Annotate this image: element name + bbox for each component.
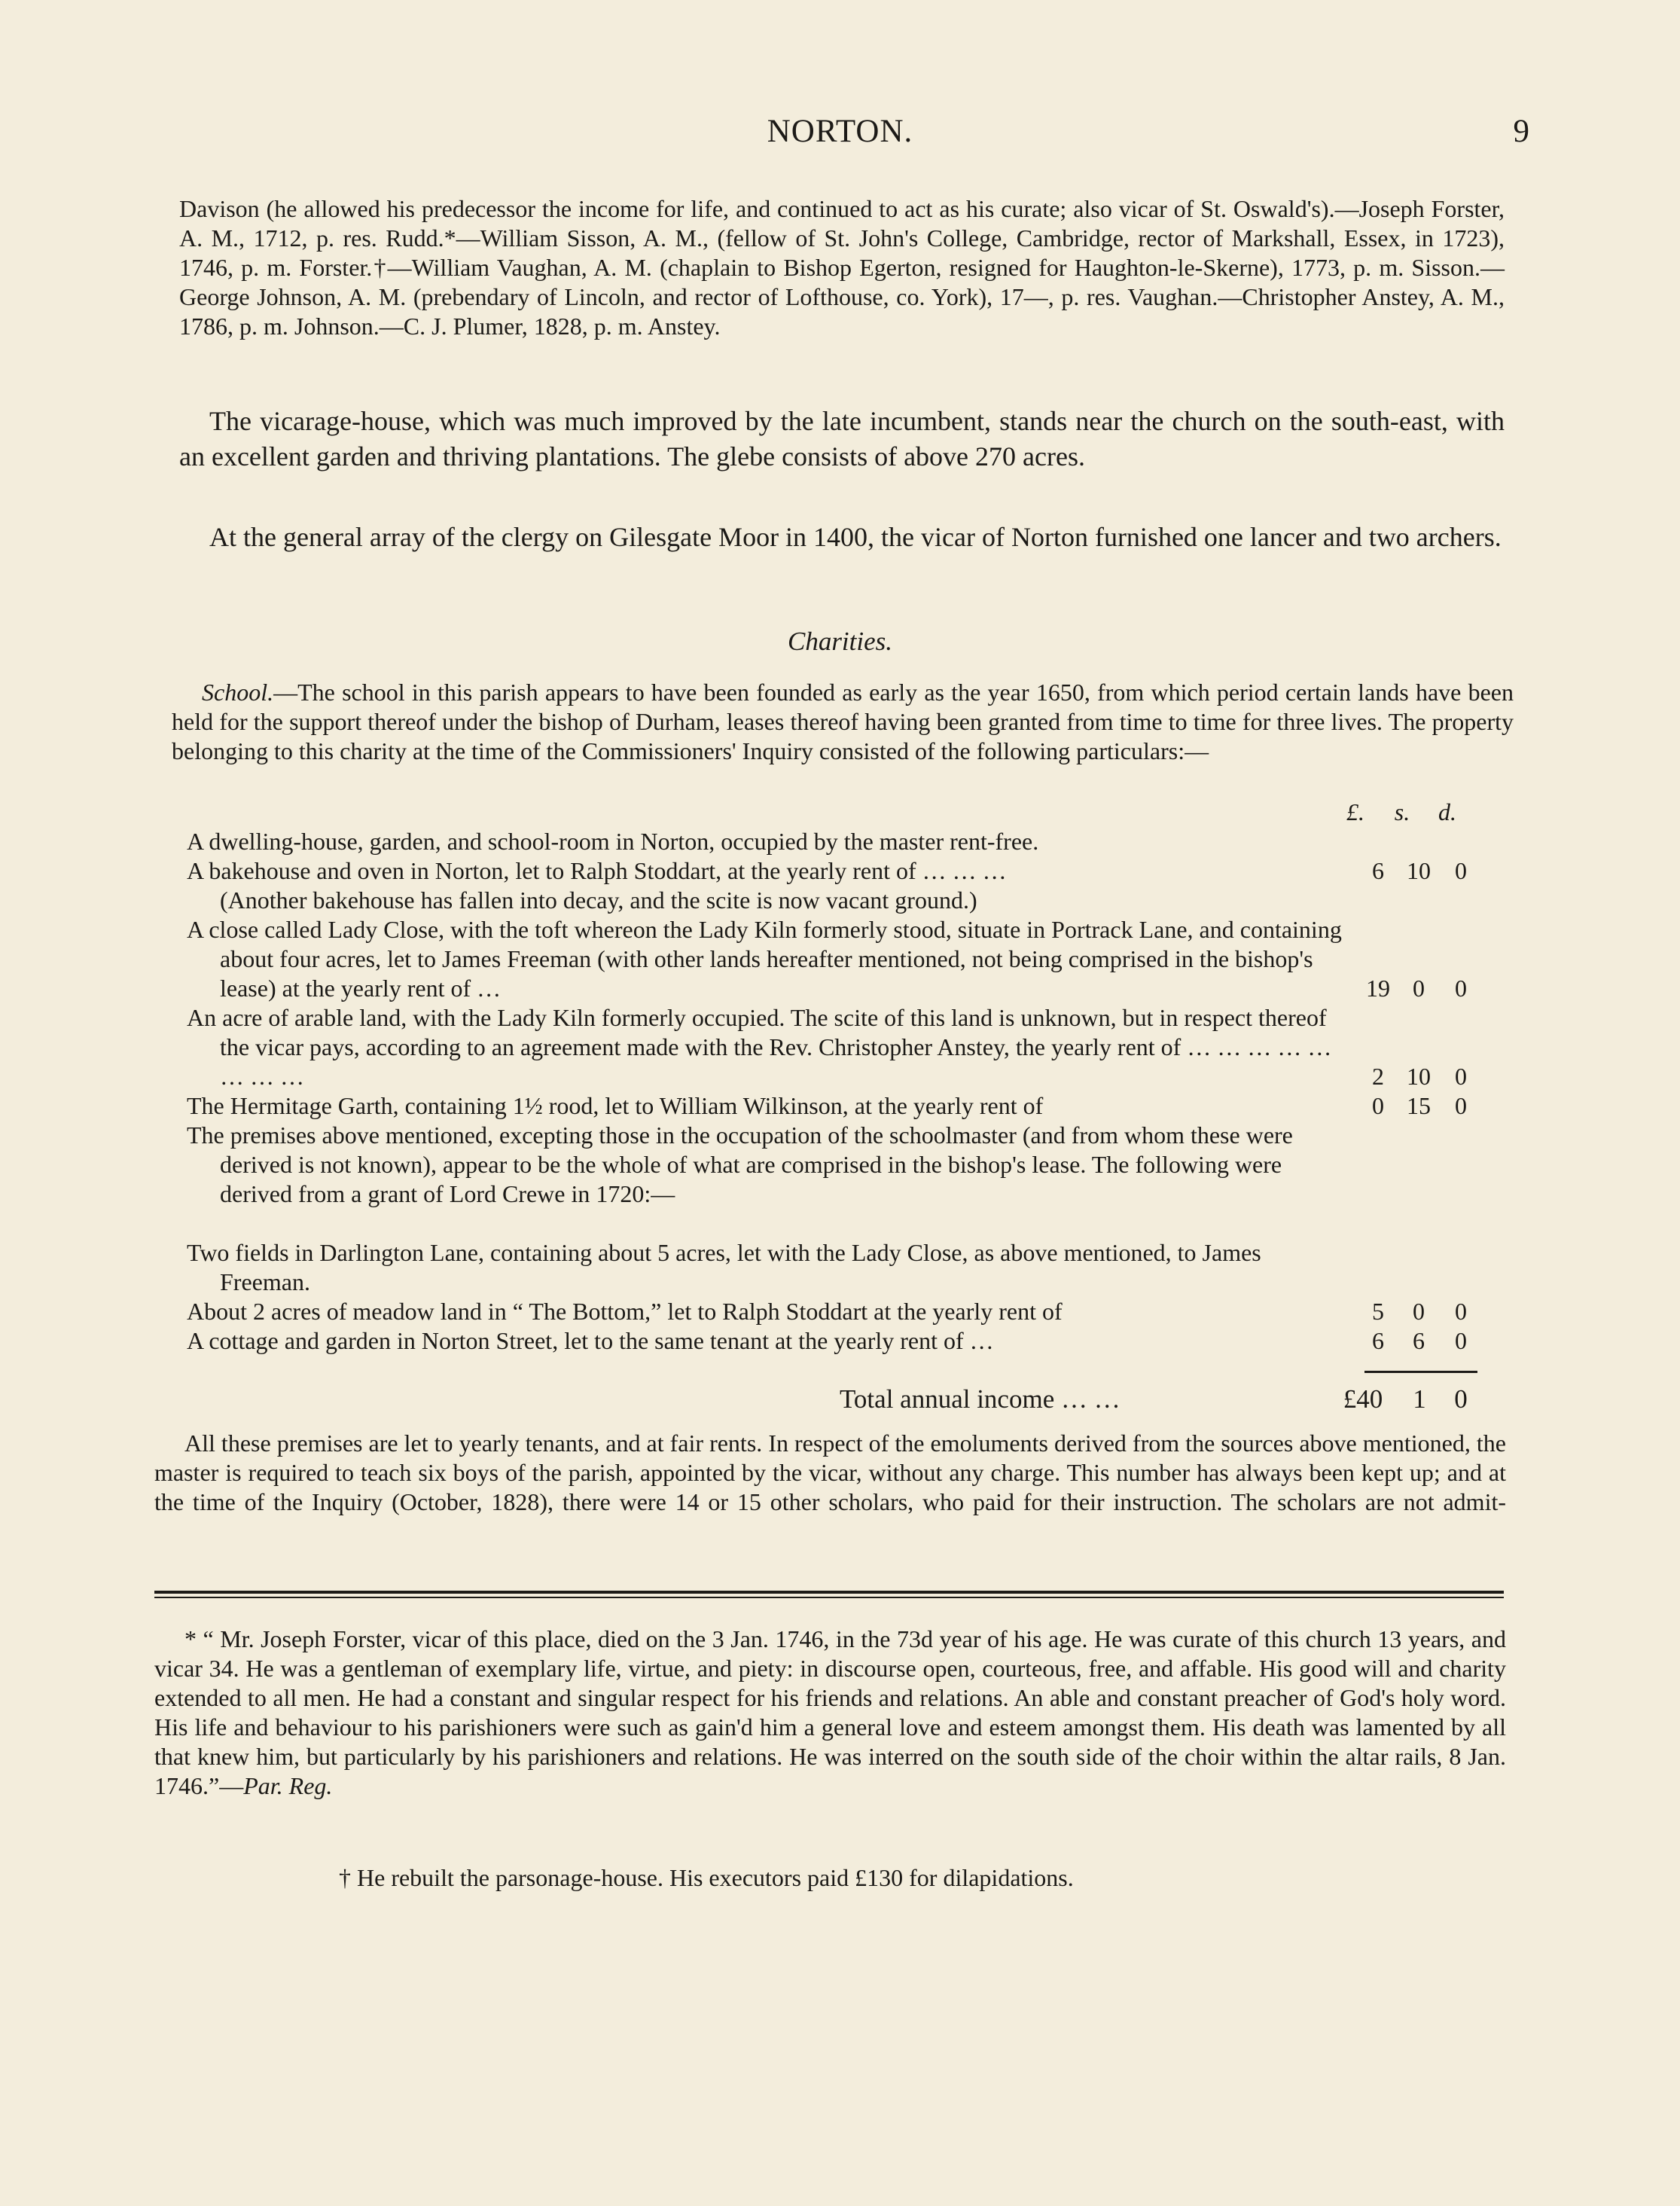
- footnote-forster: * “ Mr. Joseph Forster, vicar of this place, died on the 3 Jan. 1746, in the 73d year of his age. He was curate of this church 13 years, and vicar 34. He was a gentleman of exemplary life, virtue, and piety: in discourse open, courteous, free, and affable. His good will and charity extended to all men. He had a constant and singular respect for his friends and relations. An able and constant preacher of God's holy word. His life and behaviour to his parishioners were such as gain'd him a general love and esteem amongst them. His death was lamented by all that knew him, but particularly by his parishioners and relations. He was interred on the south side of the choir within the altar rails, 8 Jan. 1746.”—Par. Reg.: [154, 1625, 1506, 1799]
- vicarage-paragraph: The vicarage-house, which was much improved by the late incumbent, stands near the church on the south-east, with an excellent garden and thriving plantations. The glebe consists of above 270 acres.: [179, 406, 1505, 471]
- list-item: The Hermitage Garth, containing 1½ rood, let to William Wilkinson, at the yearly rent of: [187, 1092, 1044, 1119]
- school-paragraph: [172, 678, 1514, 766]
- document-page: NORTON. 9 Davison (he allowed his predecessor the income for life, and continued to act as his curate; also vicar of St. Oswald's).—Joseph Forster, A. M., 1712, p. res. Rudd.*—William Sisson, A. M., (fellow of St. John's College, Cambridge, rector of Markshall, Essex, in 1723), 1746, p. m. Forster.†—William Vaughan, A. M. (chaplain to Bishop Egerton, resigned for Haughton-le-Skerne), 1773, p. m. Sisson.—George Johnson, A. M. (prebendary of Lincoln, and rector of Lofthouse, co. York), 17—, p. res. Vaughan.—Christopher Anstey, A. M., 1786, p. m. Johnson.—C. J. Plumer, 1828, p. m. Anstey. The vicarage-house, which was much improved by the late incumbent, stands near the church on the south-east, with an excellent garden and thriving plantations. The glebe consists of above 270 acres. At the general array of the clergy on Gilesgate Moor in 1400, the vicar of Norton furnished one lancer and two archers. Charities. School.—The school in this parish appears to have been founded as early as the year 1650, from which period certain lands have been held for the support thereof under the bishop of Durham, leases thereof having been granted from time to time for three lives. The property belonging to this charity at the time of the Commissioners' Inquiry consisted of the following particulars:— £. s. d. A dwelling-house, garden, and school-room in Norton, occupied by the master rent-free. A bakehouse and oven in Norton, let to Ralph Stoddart, at the yearly rent of … … … 6 10 0 (Another bakehouse has fallen into decay, and the scite is now vacant ground.) A close called Lady Close, with the toft whereon the Lady Kiln formerly stood, situate in Portrack Lane, and containing about four acres, let to James Freeman (with other lands hereafter mentioned, not being comprised in the bishop's lease) at the yearly rent of … 19 0 0 An acre of arable land, with the Lady Kiln formerly occupied. The scite of this land is unknown, but in respect thereof the vicar pays, according to an agreement made with the Rev. Christopher Anstey, the yearly rent of … … … … … … … … 2 10 0 The Hermitage Garth, containing 1½ rood, let to William Wilkinson, at the yearly rent of 0 15 0 The premises above mentioned, excepting those in the occupation of the schoolmaster (and from whom these were derived is not known), appear to be the whole of what are comprised in the bishop's lease. The following were derived from a grant of Lord Crewe in 1720:— Two fields in Darlington Lane, containing about 5 acres, let with the Lady Close, as above mentioned, to James Freeman. About 2 acres of meadow land in “ The Bottom,” let to Ralph Stoddart at the yearly rent of 5 0 0 A cottage and garden in Norton Street, let to the same tenant at the yearly rent of … 6 6 0 Total annual income … … £40 1 0 All these premises are let to yearly tenants, and at fair rents. In respect of the emoluments derived from the sources above mentioned, the master is required to teach six boys of the parish, appointed by the vicar, without any charge. This number has always been kept up; and at the time of the Inquiry (October, 1828), there were 14 or 15 other scholars, who paid for their instruction. The scholars are not admit- * “ Mr. Joseph Forster, vicar of this place, died on the 3 Jan. 1746, in the 73d year of his age. He was curate of this church 13 years, and vicar 34. He was a gentleman of exemplary life, virtue, and piety: in discourse open, courteous, free, and affable. His good will and charity extended to all men. He had a constant and singular respect for his friends and relations. An able and constant preacher of God's holy word. His life and behaviour to his parishioners were such as gain'd him a general love and esteem amongst them. His death was lamented by all that knew him, but particularly by his parishioners and relations. He was interred on the south side of the choir within the altar rails, 8 Jan. 1746.”—Par. Reg. † He rebuilt the parsonage-house. His executors paid £130 for dilapidations.: [0, 0, 1680, 2206]
- incumbents-paragraph: Davison (he allowed his predecessor the income for life, and continued to act as his curate; also vicar of St. Oswald's).—Joseph Forster, A. M., 1712, p. res. Rudd.*—William Sisson, A. M., (fellow of St. John's College, Cambridge, rector of Markshall, Essex, in 1723), 1746, p. m. Forster.†—William Vaughan, A. M. (chaplain to Bishop Egerton, resigned for Haughton-le-Skerne), 1773, p. m. Sisson.—George Johnson, A. M. (prebendary of Lincoln, and rector of Lofthouse, co. York), 17—, p. res. Vaughan.—Christopher Anstey, A. M., 1786, p. m. Johnson.—C. J. Plumer, 1828, p. m. Anstey.: [179, 195, 1505, 340]
- footnote-rule-thin: [154, 1597, 1504, 1598]
- list-item: A dwelling-house, garden, and school-room in Norton, occupied by the master rent-free.: [187, 828, 1039, 855]
- school-label: School.: [202, 679, 274, 706]
- premises-paragraph: All these premises are let to yearly tenants, and at fair rents. In respect of the emoluments derived from the sources above mentioned, the master is required to teach six boys of the parish, appointed by the vicar, without any charge. This number has always been kept up; and at the time of the Inquiry (October, 1828), there were 14 or 15 other scholars, who paid for their instruction. The scholars are not admit-: [154, 1429, 1506, 1515]
- footnote-parsonage: † He rebuilt the parsonage-house. His executors paid £130 for dilapidations.: [339, 1864, 1074, 1891]
- general-array-paragraph: At the general array of the clergy on Gilesgate Moor in 1400, the vicar of Norton furnished one lancer and two archers.: [209, 522, 1502, 552]
- list-item: A cottage and garden in Norton Street, let to the same tenant at the yearly rent of …: [187, 1327, 994, 1354]
- pounds-header: £.: [1346, 798, 1364, 825]
- list-item: A close called Lady Close, with the toft whereon the Lady Kiln formerly stood, situate in Portrack Lane, and containing about four acres, let to James Freeman (with other lands hereafter mentioned, not being comprised in the bishop's lease) at the yearly rent of …: [187, 916, 1342, 1002]
- running-head-title: NORTON.: [767, 114, 913, 149]
- pence-header: d.: [1438, 798, 1456, 825]
- school-text: —The school in this parish appears to have been founded as early as the year 1650, from which period certain lands have been held for the support thereof under the bishop of Durham, leases thereof having been granted from time to time for three lives. The property belonging to this charity at the time of the Commissioners' Inquiry consisted of the following particulars:—: [172, 679, 1514, 764]
- footnote-source: Par. Reg.: [243, 1772, 333, 1799]
- list-item: Two fields in Darlington Lane, containing about 5 acres, let with the Lady Close, as above mentioned, to James Freeman.: [187, 1239, 1261, 1295]
- total-label: Total annual income … …: [840, 1384, 1121, 1414]
- sum-rule: [1364, 1371, 1477, 1373]
- list-item: (Another bakehouse has fallen into decay, and the scite is now vacant ground.): [220, 886, 977, 914]
- footnote-rule: [154, 1591, 1504, 1594]
- list-item: About 2 acres of meadow land in “ The Bottom,” let to Ralph Stoddart at the yearly rent of: [187, 1298, 1063, 1325]
- list-item: A bakehouse and oven in Norton, let to Ralph Stoddart, at the yearly rent of … … …: [187, 857, 1007, 884]
- shillings-header: s.: [1394, 798, 1410, 825]
- page-number: 9: [1513, 114, 1529, 149]
- charities-heading: Charities.: [787, 627, 893, 656]
- list-item: The premises above mentioned, excepting those in the occupation of the schoolmaster (and from whom these were derived is not known), appear to be the whole of what are comprised in the bishop's lease. The following were derived from a grant of Lord Crewe in 1720:—: [187, 1121, 1293, 1207]
- list-item: An acre of arable land, with the Lady Kiln formerly occupied. The scite of this land is unknown, but in respect thereof the vicar pays, according to an agreement made with the Rev. Christopher Anstey, the yearly rent of … … … … … … … …: [187, 1004, 1332, 1090]
